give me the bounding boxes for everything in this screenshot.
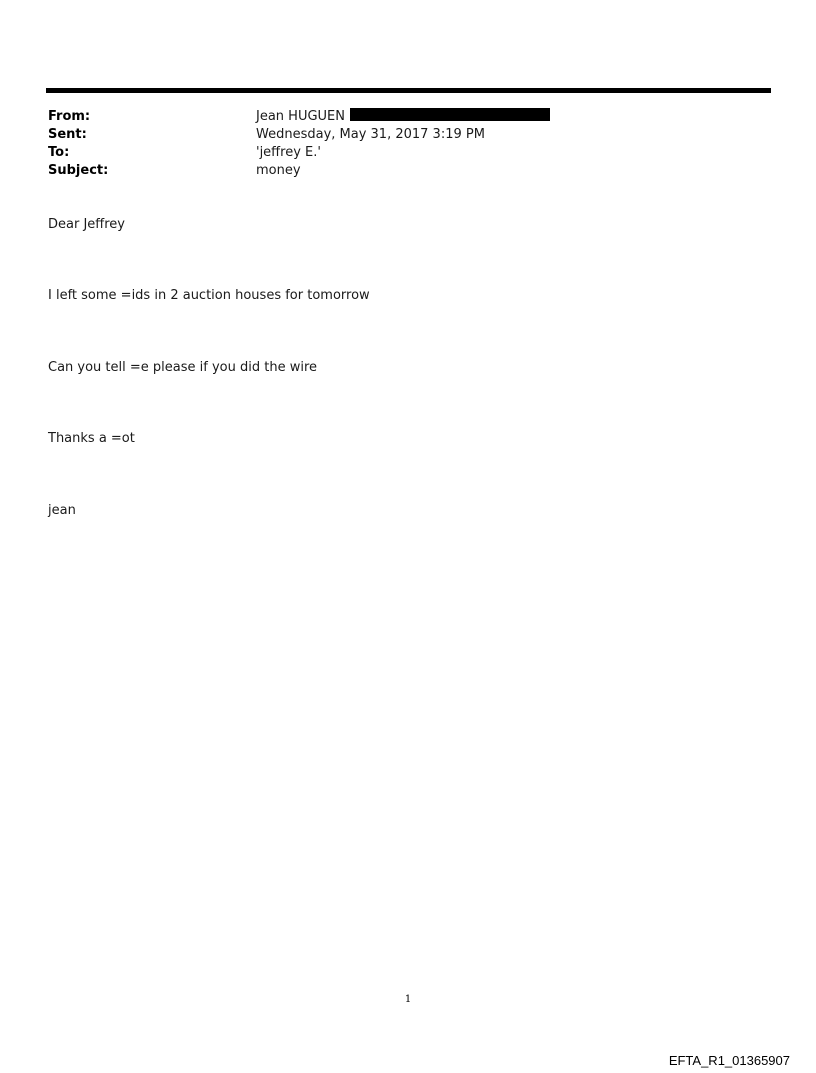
- to-label: To:: [48, 145, 70, 160]
- email-body-line-3: Thanks a =ot: [48, 431, 135, 446]
- to-row: [48, 144, 768, 162]
- document-id: EFTA_R1_01365907: [668, 1053, 790, 1068]
- subject-value: money: [256, 163, 301, 178]
- to-value: 'jeffrey E.': [256, 145, 321, 160]
- sent-label: Sent:: [48, 127, 87, 142]
- header-separator-rule: [46, 88, 771, 93]
- from-name: Jean HUGUEN: [256, 109, 345, 124]
- subject-label: Subject:: [48, 163, 109, 178]
- page-number: 1: [404, 994, 412, 1005]
- redaction-box: [350, 108, 550, 121]
- subject-row: [48, 162, 768, 180]
- from-row: [48, 108, 768, 126]
- from-value: [256, 108, 550, 126]
- email-header: [48, 108, 768, 180]
- sent-value: Wednesday, May 31, 2017 3:19 PM: [256, 127, 485, 142]
- email-greeting: Dear Jeffrey: [48, 217, 125, 232]
- sent-row: [48, 126, 768, 144]
- email-signature: jean: [48, 503, 76, 518]
- from-label: From:: [48, 109, 91, 124]
- email-body-line-2: Can you tell =e please if you did the wire: [48, 360, 317, 375]
- email-body-line-1: I left some =ids in 2 auction houses for tomorrow: [48, 288, 370, 303]
